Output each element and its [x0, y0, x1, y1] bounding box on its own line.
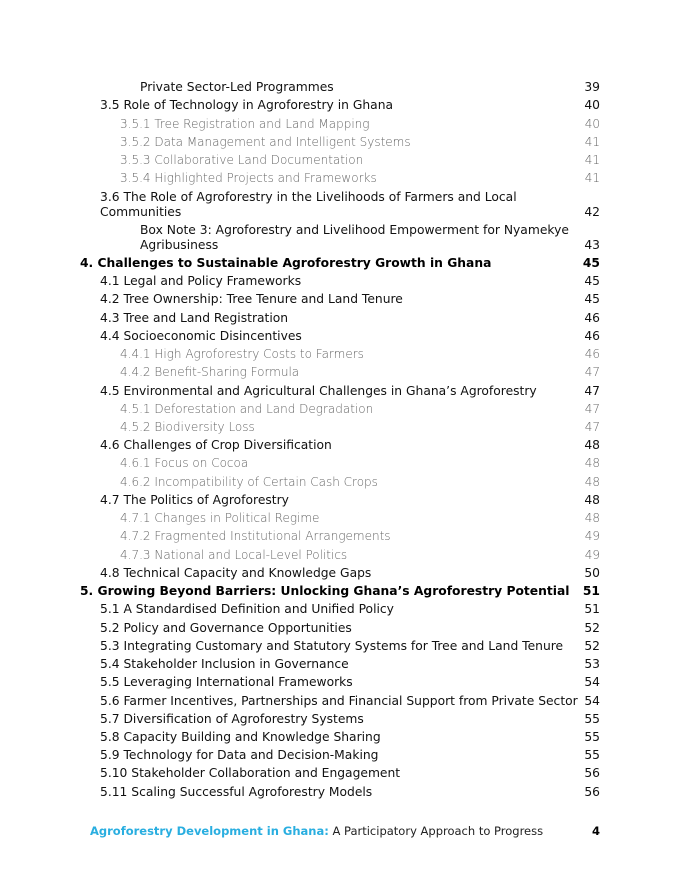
toc-entry-page: 43 — [584, 238, 600, 252]
page-number: 4 — [591, 824, 600, 838]
toc-entry-page: 55 — [584, 712, 600, 726]
toc-entry-page: 56 — [584, 785, 600, 799]
toc-entry-title: 5.10 Stakeholder Collaboration and Engagement — [100, 766, 401, 780]
toc-entry-page: 48 — [584, 511, 600, 525]
toc-entry-title: 4.7.2 Fragmented Institutional Arrangements — [120, 529, 391, 543]
toc-entry-title: 5.2 Policy and Governance Opportunities — [100, 621, 352, 635]
toc-entry-title: 3.5.2 Data Management and Intelligent Systems — [120, 135, 411, 149]
toc-entry-title: 4.6.2 Incompatibility of Certain Cash Crops — [120, 475, 378, 489]
toc-entry-page: 47 — [584, 384, 600, 398]
toc-entry-page: 51 — [584, 602, 600, 616]
toc-entry-page: 46 — [584, 311, 600, 325]
toc-entry-title: 5.9 Technology for Data and Decision-Making — [100, 748, 379, 762]
toc-entry-title: 4.6.1 Focus on Cocoa — [120, 456, 249, 470]
toc-entry-page: 45 — [584, 292, 600, 306]
toc-entry-title: 4.3 Tree and Land Registration — [100, 311, 289, 325]
toc-entry-page: 45 — [584, 274, 600, 288]
toc-entry-title: 5.1 A Standardised Definition and Unified Policy — [100, 602, 394, 616]
toc-entry-title: Private Sector-Led Programmes — [140, 80, 334, 94]
toc-entry-title: 5.7 Diversification of Agroforestry Systems — [100, 712, 364, 726]
toc-entry-title: 4.4.2 Benefit-Sharing Formula — [120, 365, 300, 379]
toc-entry-title: 5. Growing Beyond Barriers: Unlocking Ghana’s Agroforestry Potential — [80, 584, 570, 598]
toc-entry-title: 5.8 Capacity Building and Knowledge Sharing — [100, 730, 381, 744]
toc-entry-page: 48 — [584, 493, 600, 507]
toc-entry-page: 46 — [584, 329, 600, 343]
toc-entry-title: 5.3 Integrating Customary and Statutory Systems for Tree and Land Tenure — [100, 639, 564, 653]
toc-entry-page: 41 — [584, 153, 600, 167]
toc-entry-page: 52 — [584, 621, 600, 635]
toc-entry-title: 4.4.1 High Agroforestry Costs to Farmers — [120, 347, 364, 361]
toc-entry-title: 4.7 The Politics of Agroforestry — [100, 493, 289, 507]
toc-entry-page: 51 — [582, 584, 600, 598]
toc-entry-title: 3.5.1 Tree Registration and Land Mapping — [120, 117, 370, 131]
toc-entry-page: 39 — [584, 80, 600, 94]
toc-entry-page: 47 — [584, 402, 600, 416]
toc-entry-section[interactable] — [0, 190, 680, 220]
toc-entry-title: 4.4 Socioeconomic Disincentives — [100, 329, 302, 343]
footer-subtitle: A Participatory Approach to Progress — [328, 824, 544, 838]
toc-entry-title: 3.5 Role of Technology in Agroforestry in Ghana — [100, 98, 394, 112]
toc-entry-title: 3.6 The Role of Agroforestry in the Livelihoods of Farmers and Local Communities — [100, 190, 517, 219]
toc-entry-title: 5.4 Stakeholder Inclusion in Governance — [100, 657, 349, 671]
toc-entry-title: 3.5.4 Highlighted Projects and Frameworks — [120, 171, 377, 185]
toc-entry-title: 4.2 Tree Ownership: Tree Tenure and Land Tenure — [100, 292, 403, 306]
toc-entry-page: 49 — [584, 548, 600, 562]
toc-entry-page: 48 — [584, 456, 600, 470]
toc-entry-page: 46 — [584, 347, 600, 361]
toc-entry-page: 40 — [584, 98, 600, 112]
footer-brand: Agroforestry Development in Ghana: — [90, 824, 329, 838]
toc-entry-title: 4.5.1 Deforestation and Land Degradation — [120, 402, 374, 416]
toc-entry-page: 41 — [584, 171, 600, 185]
toc-entry-page: 54 — [584, 694, 600, 708]
toc-entry-title: 5.5 Leveraging International Frameworks — [100, 675, 353, 689]
toc-entry-title: 3.5.3 Collaborative Land Documentation — [120, 153, 364, 167]
toc-entry-page: 54 — [584, 675, 600, 689]
toc-entry-page: 42 — [584, 205, 600, 219]
toc-entry-title: 4.7.3 National and Local-Level Politics — [120, 548, 348, 562]
toc-entry-page: 55 — [584, 748, 600, 762]
toc-entry-page: 49 — [584, 529, 600, 543]
toc-entry-page: 52 — [584, 639, 600, 653]
toc-entry-page: 50 — [584, 566, 600, 580]
page-footer — [90, 824, 600, 838]
toc-entry-page: 47 — [584, 365, 600, 379]
toc-entry-page: 55 — [584, 730, 600, 744]
toc-entry-page: 40 — [584, 117, 600, 131]
toc-entry-title: 4.1 Legal and Policy Frameworks — [100, 274, 302, 288]
toc-entry-title: 4. Challenges to Sustainable Agroforestry Growth in Ghana — [80, 256, 492, 270]
toc-entry-title: 4.8 Technical Capacity and Knowledge Gaps — [100, 566, 372, 580]
toc-entry-page: 48 — [584, 475, 600, 489]
toc-entry-title: 4.5 Environmental and Agricultural Challenges in Ghana’s Agroforestry — [100, 384, 537, 398]
toc-entry-page: 48 — [584, 438, 600, 452]
toc-entry-box[interactable] — [0, 223, 680, 253]
toc-entry-page: 53 — [584, 657, 600, 671]
toc-entry-page: 45 — [582, 256, 600, 270]
toc-entry-title: 5.6 Farmer Incentives, Partnerships and Financial Support from Private Sector — [100, 694, 578, 708]
toc-entry-title: 4.5.2 Biodiversity Loss — [120, 420, 255, 434]
toc-entry-title: 5.11 Scaling Successful Agroforestry Models — [100, 785, 373, 799]
toc-entry-page: 41 — [584, 135, 600, 149]
toc-entry-page: 56 — [584, 766, 600, 780]
toc-entry-title: 4.6 Challenges of Crop Diversification — [100, 438, 332, 452]
toc-entry-title: Box Note 3: Agroforestry and Livelihood Empowerment for Nyamekye Agribusiness — [140, 223, 569, 252]
toc-entry-title: 4.7.1 Changes in Political Regime — [120, 511, 320, 525]
toc-entry-page: 47 — [584, 420, 600, 434]
